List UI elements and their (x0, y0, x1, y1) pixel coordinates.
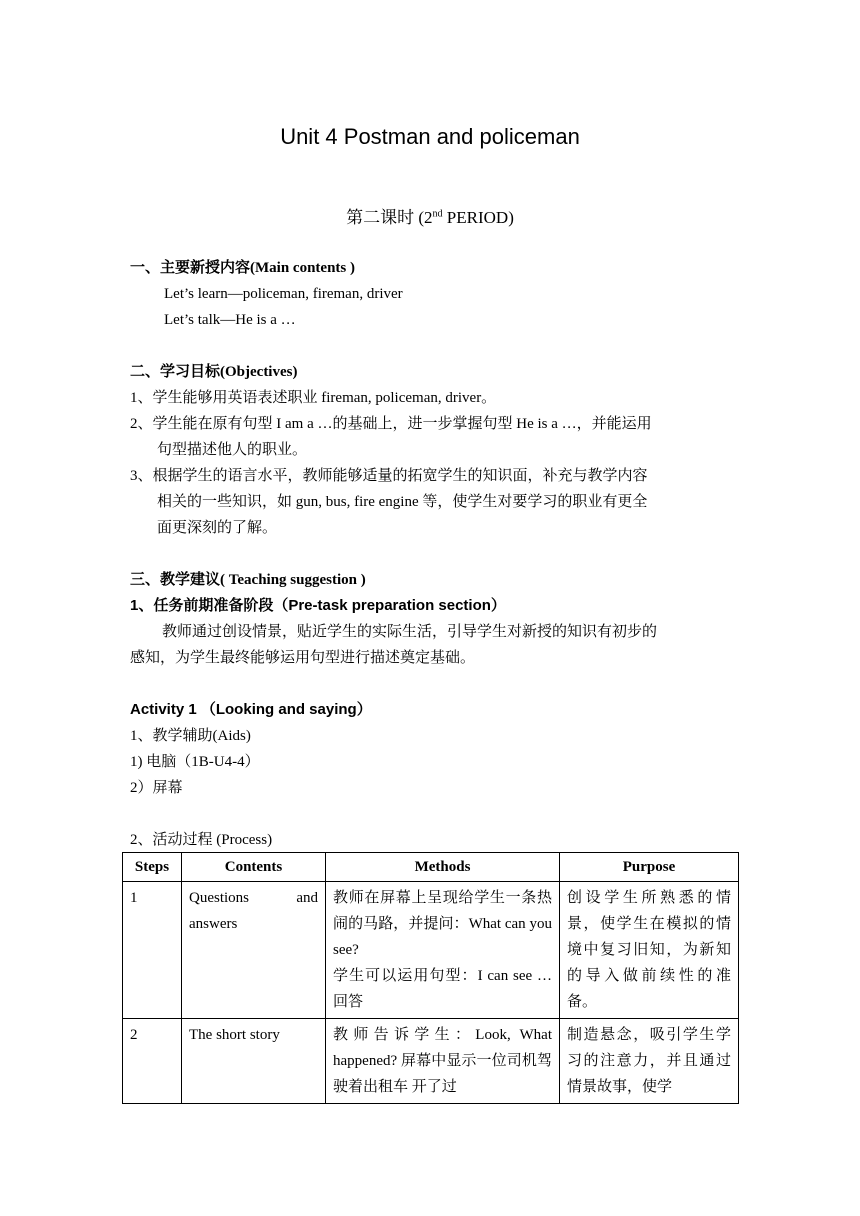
page-title: Unit 4 Postman and policeman (280, 124, 580, 149)
objective-line: 面更深刻的了解。 (157, 520, 278, 536)
methods-text: 教师告诉学生：Look, What happened? 屏幕中显示一位司机驾驶着出租车 开了过 (333, 1027, 552, 1095)
methods-cell (326, 882, 560, 1019)
objective-line: 3、根据学生的语言水平，教师能够适量的拓宽学生的知识面，补充与教学内容 (130, 468, 648, 484)
content-cell: Questions and answers (182, 882, 326, 1019)
methods-cell (326, 1019, 560, 1104)
main-content-item: Let’s learn—policeman, fireman, driver (164, 286, 403, 302)
purpose-text: 制造悬念，吸引学生学习的注意力，并且通过情景故事，使学 (567, 1027, 731, 1095)
methods-text: 学生可以运用句型：I can see …回答 (333, 968, 552, 1010)
objective-line: 2、学生能在原有句型 I am a …的基础上，进一步掌握句型 He is a …，并能运用 (130, 416, 652, 432)
period-subtitle: 第二课时 (2nd PERIOD) (346, 208, 514, 227)
methods-text: 教师在屏幕上呈现给学生一条热闹的马路，并提问：What can you see? (333, 890, 552, 958)
objective-line: 1、学生能够用英语表述职业 fireman, policeman, driver。 (130, 390, 497, 406)
main-content-item: Let’s talk—He is a … (164, 312, 296, 328)
step-cell (123, 1019, 182, 1104)
process-label: 2、活动过程 (Process) (130, 832, 273, 848)
process-table (122, 852, 739, 1104)
table-row (123, 1019, 739, 1104)
pre-task-paragraph-line: 感知，为学生最终能够运用句型进行描述奠定基础。 (130, 650, 476, 666)
objective-line: 句型描述他人的职业。 (157, 442, 308, 458)
activity-heading: Activity 1 （Looking and saying） (130, 701, 372, 718)
content-cell (182, 1019, 326, 1104)
section-objectives-heading: 二、学习目标(Objectives) (130, 364, 298, 380)
pre-task-paragraph-line: 教师通过创设情景，贴近学生的实际生活，引导学生对新授的知识有初步的 (162, 624, 658, 640)
step-cell: 1 (123, 882, 182, 1019)
column-header-contents: Contents (182, 853, 326, 882)
content-text: The short story (189, 1027, 280, 1043)
purpose-cell (560, 1019, 739, 1104)
section-main-contents-heading: 一、主要新授内容(Main contents ) (130, 260, 355, 276)
aid-item: 1) 电脑（1B-U4-4） (130, 754, 260, 770)
section-teaching-suggestion-heading: 三、教学建议( Teaching suggestion ) (130, 572, 366, 588)
aid-item: 2）屏幕 (130, 780, 183, 796)
table-row (123, 882, 739, 1019)
column-header-methods: Methods (326, 853, 560, 882)
aids-label: 1、教学辅助(Aids) (130, 728, 251, 744)
pre-task-heading: 1、任务前期准备阶段（Pre-task preparation section） (130, 597, 506, 614)
column-header-purpose: Purpose (560, 853, 739, 882)
purpose-cell: 创设学生所熟悉的情景，使学生在模拟的情境中复习旧知，为新知的导入做前续性的准备。 (560, 882, 739, 1019)
step-text: 2 (130, 1027, 138, 1043)
column-header-steps: Steps (123, 853, 182, 882)
table-header-row (123, 853, 739, 882)
objective-line: 相关的一些知识，如 gun, bus, fire engine 等，使学生对要学习的职业有更全 (157, 494, 648, 510)
